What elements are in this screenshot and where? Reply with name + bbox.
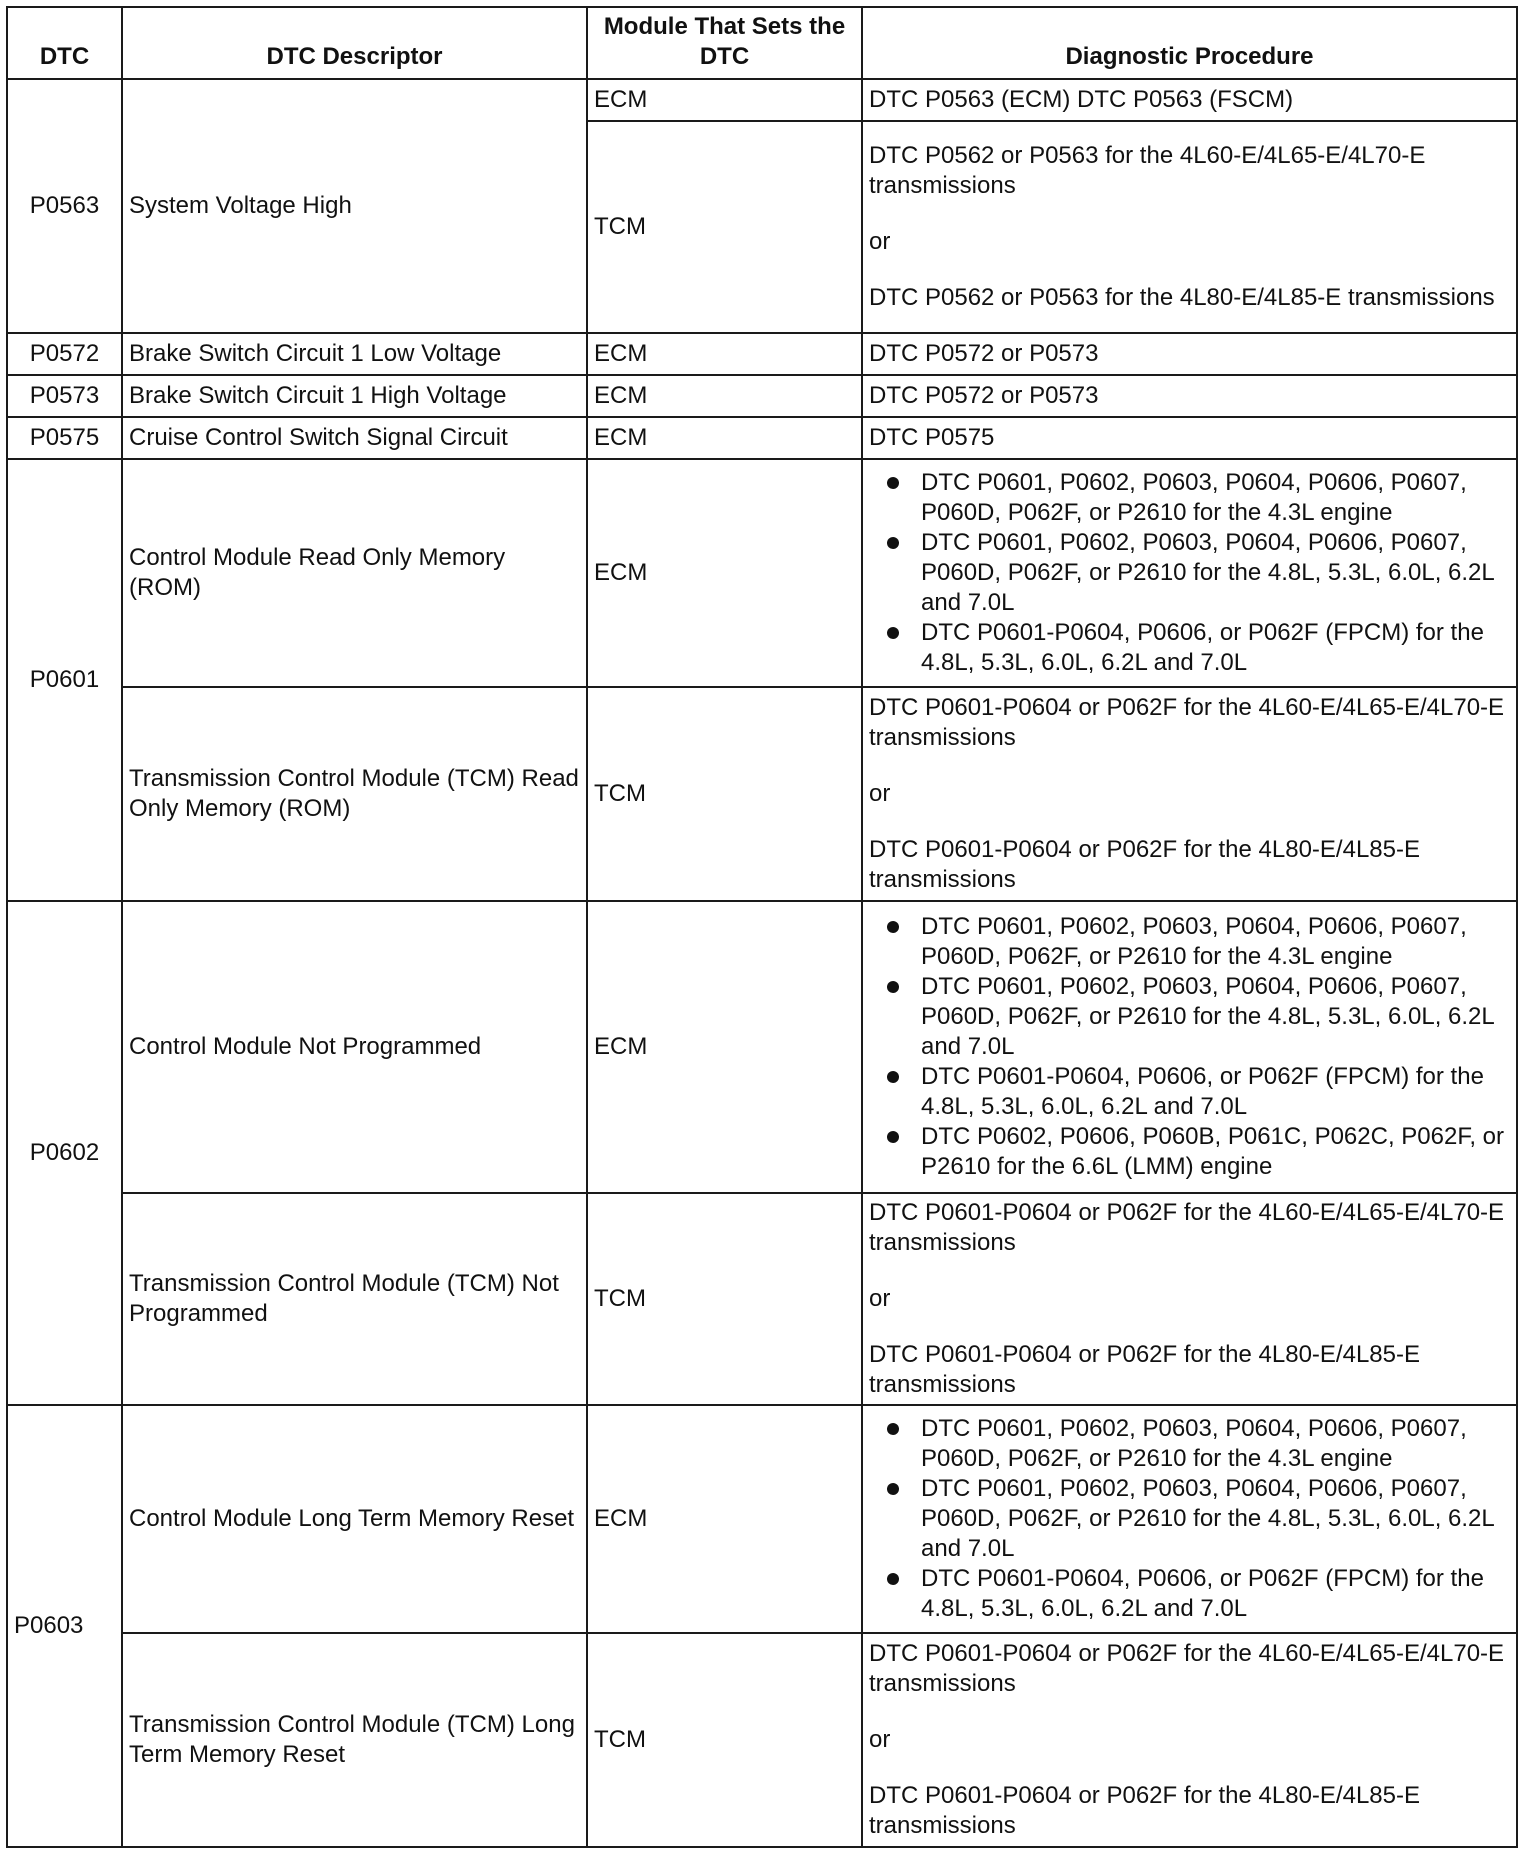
procedure-bullet: DTC P0601-P0604, P0606, or P062F (FPCM) for the 4.8L, 5.3L, 6.0L, 6.2L and 7.0L: [921, 1062, 1510, 1122]
dtc-descriptor: Transmission Control Module (TCM) Read Only Memory (ROM): [122, 687, 587, 901]
procedure-bullet-list: [869, 912, 1510, 1182]
procedure-text: DTC P0601-P0604 or P062F for the 4L80-E/4L85-E transmissions: [869, 836, 1420, 893]
header-module: Module That Sets the DTC: [587, 7, 862, 79]
procedure-cell: [862, 1193, 1517, 1405]
procedure-bullet-list: [869, 1414, 1510, 1624]
procedure-text: DTC P0562 or P0563 for the 4L60-E/4L65-E/4L70-E transmissions: [869, 142, 1426, 199]
procedure-bullet: DTC P0601, P0602, P0603, P0604, P0606, P0607, P060D, P062F, or P2610 for the 4.3L engine: [921, 468, 1510, 528]
module-cell: ECM: [587, 375, 862, 417]
procedure-cell: DTC P0572 or P0573: [862, 333, 1517, 375]
dtc-descriptor: Brake Switch Circuit 1 High Voltage: [122, 375, 587, 417]
procedure-cell: DTC P0563 (ECM) DTC P0563 (FSCM): [862, 79, 1517, 121]
procedure-bullet: DTC P0601, P0602, P0603, P0604, P0606, P0607, P060D, P062F, or P2610 for the 4.8L, 5.3L, 6.0L, 6.2L and 7.0L: [921, 528, 1510, 618]
table-row: [7, 459, 1517, 687]
procedure-bullet: DTC P0601, P0602, P0603, P0604, P0606, P0607, P060D, P062F, or P2610 for the 4.3L engine: [921, 1414, 1510, 1474]
procedure-cell: [862, 1633, 1517, 1847]
procedure-cell: DTC P0575: [862, 417, 1517, 459]
module-cell: ECM: [587, 901, 862, 1193]
dtc-code: P0575: [7, 417, 122, 459]
procedure-bullet: DTC P0601, P0602, P0603, P0604, P0606, P0607, P060D, P062F, or P2610 for the 4.8L, 5.3L, 6.0L, 6.2L and 7.0L: [921, 972, 1510, 1062]
procedure-cell: [862, 687, 1517, 901]
dtc-code: P0572: [7, 333, 122, 375]
module-cell: TCM: [587, 687, 862, 901]
module-cell: ECM: [587, 417, 862, 459]
table-row: [7, 1405, 1517, 1633]
table-row: [7, 687, 1517, 901]
table-row: [7, 375, 1517, 417]
procedure-text: DTC P0601-P0604 or P062F for the 4L60-E/4L65-E/4L70-E transmissions: [869, 1640, 1505, 1697]
module-cell: ECM: [587, 459, 862, 687]
header-row: [7, 7, 1517, 79]
dtc-descriptor: Control Module Read Only Memory (ROM): [122, 459, 587, 687]
procedure-or: or: [869, 780, 891, 807]
procedure-text: DTC P0601-P0604 or P062F for the 4L60-E/4L65-E/4L70-E transmissions: [869, 1199, 1505, 1256]
dtc-code: P0603: [7, 1405, 122, 1847]
dtc-descriptor: Control Module Not Programmed: [122, 901, 587, 1193]
procedure-bullet: DTC P0601-P0604, P0606, or P062F (FPCM) for the 4.8L, 5.3L, 6.0L, 6.2L and 7.0L: [921, 1564, 1510, 1624]
procedure-cell: [862, 901, 1517, 1193]
dtc-code: P0602: [7, 901, 122, 1405]
dtc-code: P0601: [7, 459, 122, 901]
dtc-table: [6, 6, 1518, 1848]
procedure-text: DTC P0601-P0604 or P062F for the 4L80-E/4L85-E transmissions: [869, 1782, 1420, 1839]
dtc-descriptor: Cruise Control Switch Signal Circuit: [122, 417, 587, 459]
table-row: [7, 333, 1517, 375]
dtc-descriptor: Transmission Control Module (TCM) Not Programmed: [122, 1193, 587, 1405]
table-row: [7, 901, 1517, 1193]
module-cell: ECM: [587, 1405, 862, 1633]
header-descriptor: DTC Descriptor: [122, 7, 587, 79]
procedure-bullet: DTC P0602, P0606, P060B, P061C, P062C, P062F, or P2610 for the 6.6L (LMM) engine: [921, 1122, 1510, 1182]
procedure-cell: [862, 459, 1517, 687]
module-cell: TCM: [587, 121, 862, 333]
dtc-code: P0573: [7, 375, 122, 417]
table-row: [7, 1633, 1517, 1847]
dtc-descriptor: Brake Switch Circuit 1 Low Voltage: [122, 333, 587, 375]
header-procedure: Diagnostic Procedure: [862, 7, 1517, 79]
procedure-text: DTC P0601-P0604 or P062F for the 4L80-E/4L85-E transmissions: [869, 1341, 1420, 1398]
procedure-or: or: [869, 1726, 891, 1753]
procedure-bullet: DTC P0601, P0602, P0603, P0604, P0606, P0607, P060D, P062F, or P2610 for the 4.3L engine: [921, 912, 1510, 972]
table-row: [7, 1193, 1517, 1405]
header-dtc: DTC: [7, 7, 122, 79]
module-cell: ECM: [587, 333, 862, 375]
procedure-cell: [862, 1405, 1517, 1633]
dtc-code: P0563: [7, 79, 122, 333]
module-cell: TCM: [587, 1193, 862, 1405]
dtc-descriptor: Control Module Long Term Memory Reset: [122, 1405, 587, 1633]
module-cell: TCM: [587, 1633, 862, 1847]
procedure-text: DTC P0601-P0604 or P062F for the 4L60-E/4L65-E/4L70-E transmissions: [869, 694, 1505, 751]
dtc-descriptor: System Voltage High: [122, 79, 587, 333]
procedure-bullet: DTC P0601-P0604, P0606, or P062F (FPCM) for the 4.8L, 5.3L, 6.0L, 6.2L and 7.0L: [921, 618, 1510, 678]
table-row: [7, 417, 1517, 459]
procedure-cell: DTC P0572 or P0573: [862, 375, 1517, 417]
dtc-descriptor: Transmission Control Module (TCM) Long Term Memory Reset: [122, 1633, 587, 1847]
procedure-bullet: DTC P0601, P0602, P0603, P0604, P0606, P0607, P060D, P062F, or P2610 for the 4.8L, 5.3L, 6.0L, 6.2L and 7.0L: [921, 1474, 1510, 1564]
procedure-or: or: [869, 1285, 891, 1312]
procedure-text: DTC P0562 or P0563 for the 4L80-E/4L85-E transmissions: [869, 284, 1495, 311]
procedure-bullet-list: [869, 468, 1510, 678]
procedure-or: or: [869, 228, 891, 255]
table-row: [7, 79, 1517, 121]
module-cell: ECM: [587, 79, 862, 121]
procedure-cell: [862, 121, 1517, 333]
